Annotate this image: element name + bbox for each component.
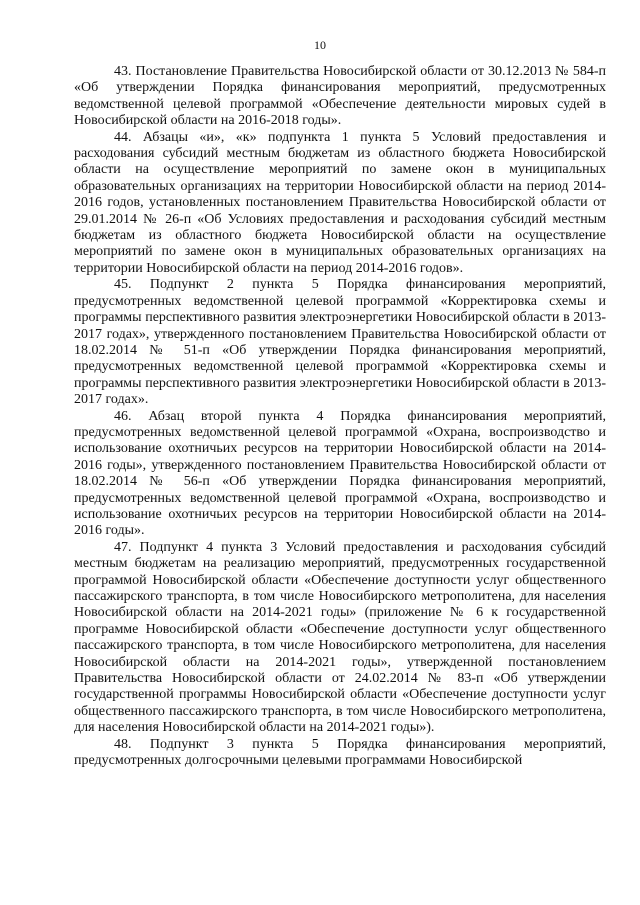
- page-number: 10: [314, 38, 326, 52]
- paragraph-43: 43. Постановление Правительства Новосибирской области от 30.12.2013 № 584-п «Об утверждении Порядка финансирования мероприятий, предусмотренных ведомственной целевой программой «Обеспечение деятельности мировых судей в Новосибирской области на 2016-2018 годы».: [74, 64, 606, 129]
- paragraph-46: 46. Абзац второй пункта 4 Порядка финансирования мероприятий, предусмотренных ведомственной целевой программой «Охрана, воспроизводство и использование охотничьих ресурсов на территории Новосибирской области на 2014-2016 годы», утвержденного постановлением Правительства Новосибирской области от 18.02.2014 № 56-п «Об утверждении Порядка финансирования мероприятий, предусмотренных ведомственной целевой программой «Охрана, воспроизводство и использование охотничьих ресурсов на территории Новосибирской области на 2014-2016 годы».: [74, 408, 606, 539]
- document-body: [74, 64, 606, 769]
- paragraph-45: 45. Подпункт 2 пункта 5 Порядка финансирования мероприятий, предусмотренных ведомственной целевой программой «Корректировка схемы и программы перспективного развития электроэнергетики Новосибирской области в 2013-2017 годах», утвержденного постановлением Правительства Новосибирской области от 18.02.2014 № 51-п «Об утверждении Порядка финансирования мероприятий, предусмотренных ведомственной целевой программой «Корректировка схемы и программы перспективного развития электроэнергетики Новосибирской области в 2013-2017 годах».: [74, 277, 606, 408]
- paragraph-48: 48. Подпункт 3 пункта 5 Порядка финансирования мероприятий, предусмотренных долгосрочными целевыми программами Новосибирской: [74, 736, 606, 769]
- paragraph-44: 44. Абзацы «и», «к» подпункта 1 пункта 5 Условий предоставления и расходования субсидий местным бюджетам из областного бюджета Новосибирской области на осуществление мероприятий по замене окон в муниципальных образовательных организациях на территории Новосибирской области на период 2014-2016 годов, установленных постановлением Правительства Новосибирской области от 29.01.2014 № 26-п «Об Условиях предоставления и расходования субсидий местным бюджетам из областного бюджета Новосибирской области на осуществление мероприятий по замене окон в муниципальных образовательных организациях на территории Новосибирской области на период 2014-2016 годов».: [74, 129, 606, 276]
- paragraph-47: 47. Подпункт 4 пункта 3 Условий предоставления и расходования субсидий местным бюджетам на реализацию мероприятий, предусмотренных государственной программой Новосибирской области «Обеспечение доступности услуг общественного пассажирского транспорта, в том числе Новосибирского метрополитена, для населения Новосибирской области на 2014-2021 годы» (приложение № 6 к государственной программе Новосибирской области «Обеспечение доступности услуг общественного пассажирского транспорта, в том числе Новосибирского метрополитена, для населения Новосибирской области на 2014-2021 годы», утвержденной постановлением Правительства Новосибирской области от 24.02.2014 № 83-п «Об утверждении государственной программы Новосибирской области «Обеспечение доступности услуг общественного пассажирского транспорта, в том числе Новосибирского метрополитена, для населения Новосибирской области на 2014-2021 годы»).: [74, 539, 606, 736]
